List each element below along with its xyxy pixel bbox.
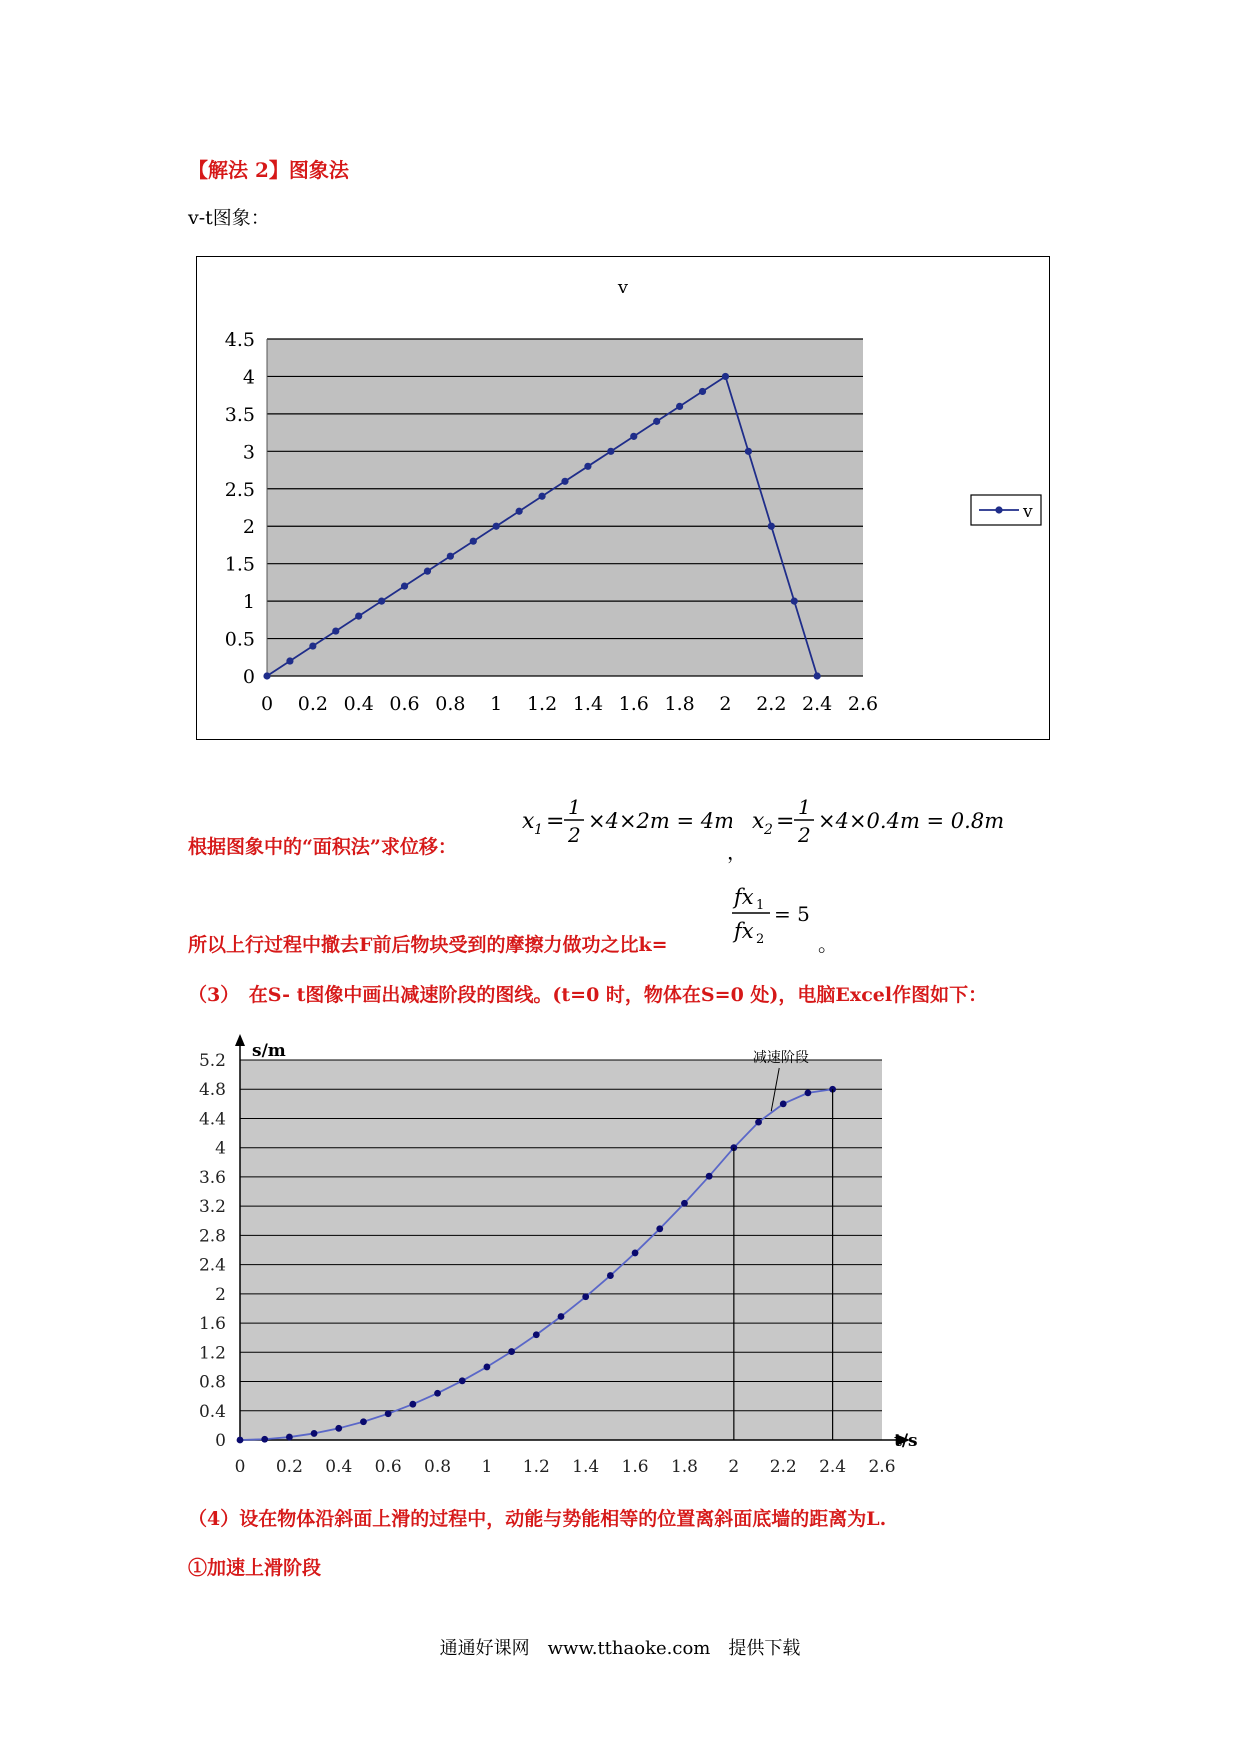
chart2-data-point bbox=[237, 1437, 244, 1444]
chart2-data-point bbox=[805, 1089, 812, 1096]
ratio-period: 。 bbox=[818, 932, 838, 956]
formula-x1-rest: ×4×2m = 4m bbox=[588, 809, 732, 833]
chart1-data-point bbox=[355, 612, 362, 619]
chart1-y-tick-label: 3.5 bbox=[224, 403, 255, 426]
chart2-y-axis-label: s/m bbox=[252, 1041, 286, 1061]
item-3-text: （3） 在S- t图像中画出减速阶段的图线。(t=0 时，物体在S=0 处)，电脑Excel作图如下： bbox=[188, 984, 988, 1006]
ratio-num: fx bbox=[734, 885, 754, 909]
chart1-x-tick-label: 0.6 bbox=[389, 693, 420, 715]
chart1-y-tick-label: 1.5 bbox=[224, 553, 255, 576]
formula-comma: ， bbox=[727, 840, 747, 864]
chart2-data-point bbox=[261, 1436, 268, 1443]
chart1-x-tick-label: 0 bbox=[260, 693, 274, 715]
chart1-x-tick-label: 1.2 bbox=[526, 693, 558, 715]
ratio-num-sub: 1 bbox=[756, 898, 765, 913]
chart2-y-tick-label: 3.2 bbox=[198, 1197, 226, 1218]
chart1-x-tick-label: 2.2 bbox=[756, 693, 787, 715]
chart2-data-point bbox=[434, 1390, 441, 1397]
svg-text:=: = bbox=[776, 809, 795, 834]
chart1-data-point bbox=[263, 672, 270, 679]
vt-chart bbox=[197, 257, 1049, 739]
ratio-den-sub: 2 bbox=[756, 932, 765, 947]
chart2-y-axis-arrow bbox=[235, 1034, 245, 1046]
vt-chart-frame bbox=[196, 256, 1050, 740]
chart1-y-tick-label: 4.5 bbox=[224, 329, 255, 351]
chart2-x-axis-label: t/s bbox=[894, 1431, 918, 1451]
chart2-data-point bbox=[755, 1119, 762, 1126]
chart2-y-tick-label: 2.8 bbox=[198, 1226, 226, 1247]
chart1-data-point bbox=[722, 373, 729, 380]
page-footer: 通通好课网 www.tthaoke.com 提供下载 bbox=[439, 1638, 801, 1659]
chart2-y-tick-label: 1.2 bbox=[198, 1343, 226, 1364]
chart2-x-tick-label: 0.2 bbox=[275, 1457, 303, 1477]
chart1-data-point bbox=[745, 448, 752, 455]
chart2-data-point bbox=[385, 1410, 392, 1417]
chart2-y-tick-label: 4.8 bbox=[198, 1080, 226, 1101]
chart2-y-tick-label: 1.6 bbox=[198, 1314, 226, 1335]
chart2-x-tick-label: 1.4 bbox=[572, 1457, 600, 1477]
chart2-x-tick-label: 2.4 bbox=[819, 1457, 847, 1477]
chart2-data-point bbox=[459, 1377, 466, 1384]
chart2-data-point bbox=[582, 1293, 589, 1300]
chart2-data-point bbox=[632, 1250, 639, 1257]
chart1-data-point bbox=[630, 433, 637, 440]
chart1-x-tick-label: 1.4 bbox=[572, 693, 604, 715]
ratio-formula bbox=[730, 880, 820, 954]
formula-x1-lhs: x bbox=[522, 809, 535, 834]
chart2-data-point bbox=[558, 1313, 565, 1320]
chart1-plot-area bbox=[267, 339, 863, 676]
chart2-y-tick-label: 2.4 bbox=[198, 1255, 226, 1276]
chart1-data-point bbox=[286, 657, 293, 664]
chart2-x-tick-label: 0.8 bbox=[424, 1457, 452, 1477]
chart1-data-point bbox=[309, 642, 316, 649]
chart2-y-tick-label: 0.4 bbox=[198, 1401, 226, 1422]
chart2-data-point bbox=[311, 1430, 318, 1437]
chart1-y-tick-label: 2 bbox=[242, 516, 255, 539]
chart2-data-point bbox=[533, 1331, 540, 1338]
chart1-data-point bbox=[676, 403, 683, 410]
area-method-text: 根据图象中的“面积法”求位移： bbox=[188, 836, 457, 858]
chart2-x-tick-label: 0.6 bbox=[374, 1457, 402, 1477]
chart1-x-tick-label: 2.4 bbox=[802, 693, 833, 715]
chart1-data-point bbox=[378, 598, 385, 605]
chart2-data-point bbox=[484, 1364, 491, 1371]
chart2-data-point bbox=[409, 1401, 416, 1408]
chart1-y-tick-label: 4 bbox=[242, 366, 255, 389]
chart1-x-tick-label: 0.8 bbox=[435, 693, 466, 715]
ratio-value: = 5 bbox=[774, 902, 810, 926]
chart2-y-tick-label: 5.2 bbox=[198, 1051, 226, 1071]
chart2-data-point bbox=[706, 1173, 713, 1180]
chart1-data-point bbox=[424, 568, 431, 575]
chart1-x-tick-label: 2 bbox=[719, 693, 732, 715]
chart1-y-tick-label: 0 bbox=[242, 666, 255, 688]
formula-x2-rest: ×4×0.4m = 0.8m bbox=[818, 809, 1005, 833]
formula-x1-sub: 1 bbox=[534, 822, 543, 838]
chart2-x-tick-label: 1.8 bbox=[670, 1457, 698, 1477]
formula-x2-lhs: x bbox=[752, 809, 765, 834]
formula-x2-sub: 2 bbox=[764, 822, 773, 838]
chart2-data-point bbox=[780, 1100, 787, 1107]
chart2-y-tick-label: 0 bbox=[215, 1431, 226, 1451]
chart2-data-point bbox=[508, 1348, 515, 1355]
formula-x1-num: 1 bbox=[568, 795, 581, 819]
formula-x2 bbox=[752, 790, 1012, 856]
chart1-x-tick-label: 0.4 bbox=[343, 693, 374, 715]
chart1-legend-marker bbox=[995, 506, 1002, 513]
chart1-data-point bbox=[538, 493, 545, 500]
chart2-data-point bbox=[360, 1418, 367, 1425]
chart1-x-tick-label: 1.6 bbox=[618, 693, 649, 715]
chart1-x-tick-label: 0.2 bbox=[297, 693, 328, 715]
chart1-y-tick-label: 2.5 bbox=[224, 478, 255, 501]
chart1-legend-label: v bbox=[1023, 502, 1033, 522]
chart1-data-point bbox=[653, 418, 660, 425]
formula-x2-num: 1 bbox=[798, 795, 811, 819]
section-heading: 【解法 2】图象法 bbox=[188, 158, 349, 182]
chart2-plot-area bbox=[240, 1060, 882, 1440]
chart1-x-tick-label: 1.8 bbox=[664, 693, 695, 715]
chart2-x-tick-label: 0 bbox=[234, 1457, 246, 1477]
chart1-data-point bbox=[584, 463, 591, 470]
chart1-y-tick-label: 3 bbox=[242, 441, 255, 464]
chart1-y-tick-label: 0.5 bbox=[224, 628, 255, 651]
chart2-annotation: 减速阶段 bbox=[752, 1050, 809, 1066]
formula-x1-den: 2 bbox=[568, 823, 581, 847]
item-4-text: （4）设在物体沿斜面上滑的过程中，动能与势能相等的位置离斜面底墙的距离为L. bbox=[188, 1508, 887, 1530]
chart2-data-point bbox=[656, 1225, 663, 1232]
chart2-y-tick-label: 2 bbox=[215, 1284, 226, 1305]
chart1-data-point bbox=[470, 538, 477, 545]
chart1-data-point bbox=[447, 553, 454, 560]
friction-ratio-text: 所以上行过程中撤去F前后物块受到的摩擦力做功之比k= bbox=[188, 934, 668, 956]
st-chart bbox=[180, 1030, 920, 1490]
chart1-data-point bbox=[768, 523, 775, 530]
ratio-den: fx bbox=[734, 919, 754, 943]
chart2-y-tick-label: 3.6 bbox=[198, 1167, 226, 1188]
chart1-data-point bbox=[814, 672, 821, 679]
chart2-data-point bbox=[607, 1272, 614, 1279]
chart2-x-tick-label: 2.6 bbox=[868, 1457, 896, 1477]
chart2-data-point bbox=[335, 1425, 342, 1432]
chart1-data-point bbox=[561, 478, 568, 485]
chart1-data-point bbox=[791, 598, 798, 605]
chart1-data-point bbox=[516, 508, 523, 515]
formula-x1 bbox=[522, 790, 732, 856]
chart1-data-point bbox=[401, 583, 408, 590]
chart2-data-point bbox=[681, 1200, 688, 1207]
chart1-data-point bbox=[699, 388, 706, 395]
chart1-title: v bbox=[617, 277, 629, 298]
formula-x2-den: 2 bbox=[798, 823, 811, 847]
chart1-x-tick-label: 2.6 bbox=[847, 693, 879, 715]
chart2-x-tick-label: 1.2 bbox=[522, 1457, 550, 1477]
chart1-y-tick-label: 1 bbox=[242, 591, 255, 614]
chart1-data-point bbox=[332, 627, 339, 634]
chart2-x-tick-label: 1.6 bbox=[621, 1457, 649, 1477]
chart1-data-point bbox=[607, 448, 614, 455]
chart1-data-point bbox=[493, 523, 500, 530]
chart2-x-tick-label: 2.2 bbox=[769, 1457, 797, 1477]
vt-graph-label: v-t图象： bbox=[188, 207, 270, 229]
chart2-x-tick-label: 1 bbox=[481, 1457, 493, 1477]
chart2-x-tick-label: 2 bbox=[728, 1457, 740, 1477]
chart1-x-tick-label: 1 bbox=[490, 693, 503, 715]
item-4a-text: ①加速上滑阶段 bbox=[188, 1557, 322, 1579]
chart2-data-point bbox=[286, 1434, 293, 1441]
svg-text:=: = bbox=[546, 809, 565, 834]
chart2-y-tick-label: 4.4 bbox=[198, 1109, 226, 1130]
chart2-x-tick-label: 0.4 bbox=[325, 1457, 353, 1477]
chart2-y-tick-label: 4 bbox=[215, 1138, 226, 1159]
chart2-y-tick-label: 0.8 bbox=[198, 1372, 226, 1393]
